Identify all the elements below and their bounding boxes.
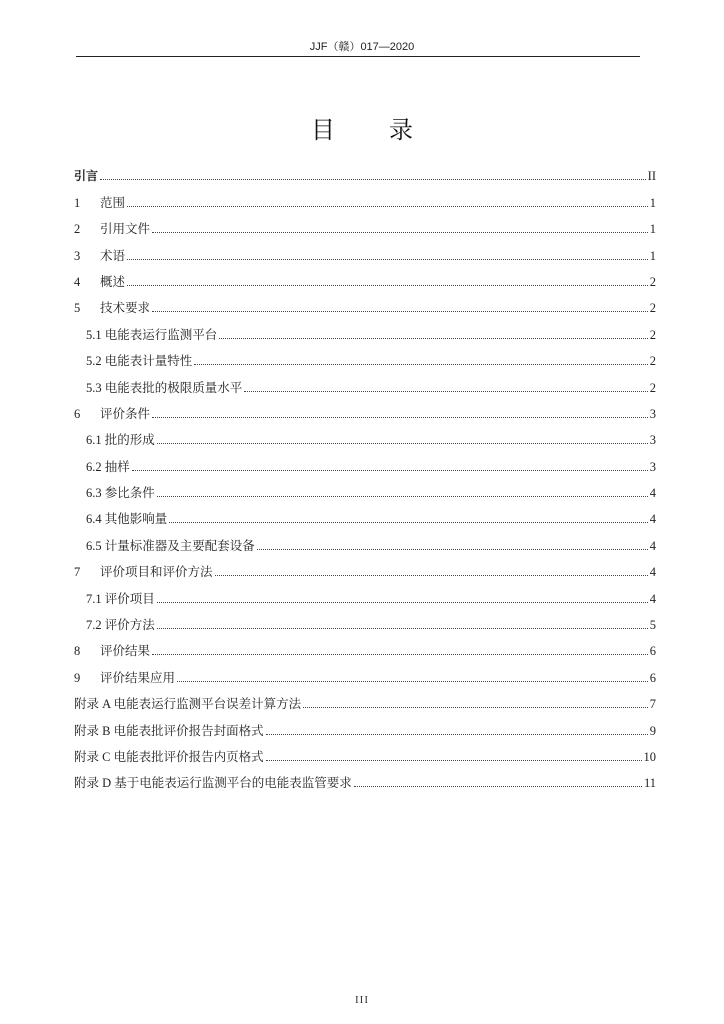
toc-entry-number: 6 <box>74 406 81 421</box>
toc-entry-page: 3 <box>649 406 656 421</box>
toc-entry-page: 2 <box>649 327 656 342</box>
dot-leader <box>127 285 648 286</box>
toc-entry-page: 2 <box>649 301 656 316</box>
toc-entry-page: 1 <box>649 248 656 263</box>
dot-leader <box>157 443 648 444</box>
toc-entry-number: 2 <box>74 222 81 237</box>
toc-entry[interactable] <box>74 633 656 659</box>
toc-entry[interactable] <box>74 527 656 553</box>
toc-entry-label: 引用文件 <box>100 222 151 237</box>
running-header: JJF（赣）017—2020 <box>309 41 415 53</box>
dot-leader <box>127 259 648 260</box>
toc-entry[interactable] <box>74 343 656 369</box>
toc-entry-label: 7.2 评价方法 <box>86 618 155 633</box>
toc-entry[interactable] <box>74 607 656 633</box>
dot-leader <box>354 786 642 787</box>
toc-entry-page: 6 <box>649 644 656 659</box>
toc-entry-label: 评价结果应用 <box>100 670 176 685</box>
toc-entry-label: 评价结果 <box>100 644 151 659</box>
toc-entry[interactable] <box>74 448 656 474</box>
toc-entry-label: 引言 <box>74 169 99 184</box>
toc-entry-page: 5 <box>649 618 656 633</box>
dot-leader <box>157 602 648 603</box>
toc-entry-label: 术语 <box>100 248 126 263</box>
toc-entry[interactable] <box>74 264 656 290</box>
toc-entry-label: 6.5 计量标准器及主要配套设备 <box>86 538 255 553</box>
toc-entry-label: 附录 C 电能表批评价报告内页格式 <box>74 749 264 764</box>
toc-entry-page: 1 <box>649 222 656 237</box>
toc-entry-number: 4 <box>74 274 81 289</box>
toc-entry-page: 2 <box>649 274 656 289</box>
toc-entry[interactable] <box>74 501 656 527</box>
toc-entry[interactable] <box>74 554 656 580</box>
dot-leader <box>219 338 647 339</box>
toc-entry-page: 4 <box>649 565 656 580</box>
table-of-contents <box>74 158 656 791</box>
dot-leader <box>100 179 646 180</box>
toc-entry-label: 6.2 抽样 <box>86 459 130 474</box>
dot-leader <box>194 364 647 365</box>
toc-entry-label: 5.3 电能表批的极限质量水平 <box>86 380 243 395</box>
toc-entry-page: 7 <box>649 697 656 712</box>
toc-entry[interactable] <box>74 369 656 395</box>
toc-entry-label: 概述 <box>100 274 126 289</box>
toc-entry-page: 3 <box>649 433 656 448</box>
page-number: III <box>355 994 369 1006</box>
dot-leader <box>303 707 648 708</box>
toc-entry[interactable] <box>74 316 656 342</box>
dot-leader <box>169 522 647 523</box>
dot-leader <box>152 417 648 418</box>
toc-entry-page: 4 <box>649 591 656 606</box>
toc-entry-page: 6 <box>649 670 656 685</box>
toc-entry-page: 11 <box>643 776 656 791</box>
toc-entry-number: 8 <box>74 644 81 659</box>
toc-entry-label: 技术要求 <box>100 301 151 316</box>
toc-entry[interactable] <box>74 659 656 685</box>
toc-entry-page: 10 <box>643 749 656 764</box>
toc-entry[interactable] <box>74 712 656 738</box>
toc-entry-label: 附录 A 电能表运行监测平台误差计算方法 <box>74 697 302 712</box>
toc-entry-number: 3 <box>74 248 81 263</box>
dot-leader <box>152 311 648 312</box>
toc-entry[interactable] <box>74 686 656 712</box>
toc-entry[interactable] <box>74 739 656 765</box>
dot-leader <box>266 760 642 761</box>
dot-leader <box>157 496 648 497</box>
toc-entry-label: 5.1 电能表运行监测平台 <box>86 327 218 342</box>
header-rule <box>76 56 640 57</box>
toc-entry-label: 附录 B 电能表批评价报告封面格式 <box>74 723 264 738</box>
toc-entry[interactable] <box>74 580 656 606</box>
toc-entry-label: 5.2 电能表计量特性 <box>86 354 193 369</box>
toc-entry[interactable] <box>74 237 656 263</box>
toc-entry-label: 范围 <box>100 195 126 210</box>
toc-entry[interactable] <box>74 158 656 184</box>
toc-entry-label: 附录 D 基于电能表运行监测平台的电能表监管要求 <box>74 776 352 791</box>
dot-leader <box>132 470 648 471</box>
toc-entry-page: 9 <box>649 723 656 738</box>
dot-leader <box>152 232 648 233</box>
toc-entry[interactable] <box>74 396 656 422</box>
toc-entry-label: 评价条件 <box>100 406 151 421</box>
toc-entry-page: II <box>647 169 656 184</box>
dot-leader <box>157 628 648 629</box>
toc-entry[interactable] <box>74 290 656 316</box>
dot-leader <box>266 734 648 735</box>
dot-leader <box>215 575 648 576</box>
dot-leader <box>152 654 648 655</box>
toc-entry-number: 1 <box>74 195 81 210</box>
toc-entry-label: 6.3 参比条件 <box>86 486 155 501</box>
toc-entry-label: 6.4 其他影响量 <box>86 512 168 527</box>
toc-entry-page: 4 <box>649 486 656 501</box>
toc-entry-page: 1 <box>649 195 656 210</box>
toc-entry-number: 9 <box>74 670 81 685</box>
toc-entry-label: 6.1 批的形成 <box>86 433 155 448</box>
dot-leader <box>257 549 648 550</box>
toc-entry-page: 2 <box>649 354 656 369</box>
toc-entry-number: 5 <box>74 301 81 316</box>
toc-entry-label: 评价项目和评价方法 <box>100 565 213 580</box>
dot-leader <box>127 206 648 207</box>
page-title: 目录 <box>311 116 467 144</box>
toc-entry-page: 4 <box>649 512 656 527</box>
toc-entry-page: 4 <box>649 538 656 553</box>
toc-entry-number: 7 <box>74 565 81 580</box>
toc-entry[interactable] <box>74 184 656 210</box>
toc-entry[interactable] <box>74 211 656 237</box>
toc-entry-page: 3 <box>649 459 656 474</box>
toc-entry[interactable] <box>74 765 656 791</box>
toc-entry-page: 2 <box>649 380 656 395</box>
toc-entry[interactable] <box>74 422 656 448</box>
dot-leader <box>177 681 648 682</box>
toc-entry[interactable] <box>74 475 656 501</box>
dot-leader <box>244 391 647 392</box>
toc-entry-label: 7.1 评价项目 <box>86 591 155 606</box>
